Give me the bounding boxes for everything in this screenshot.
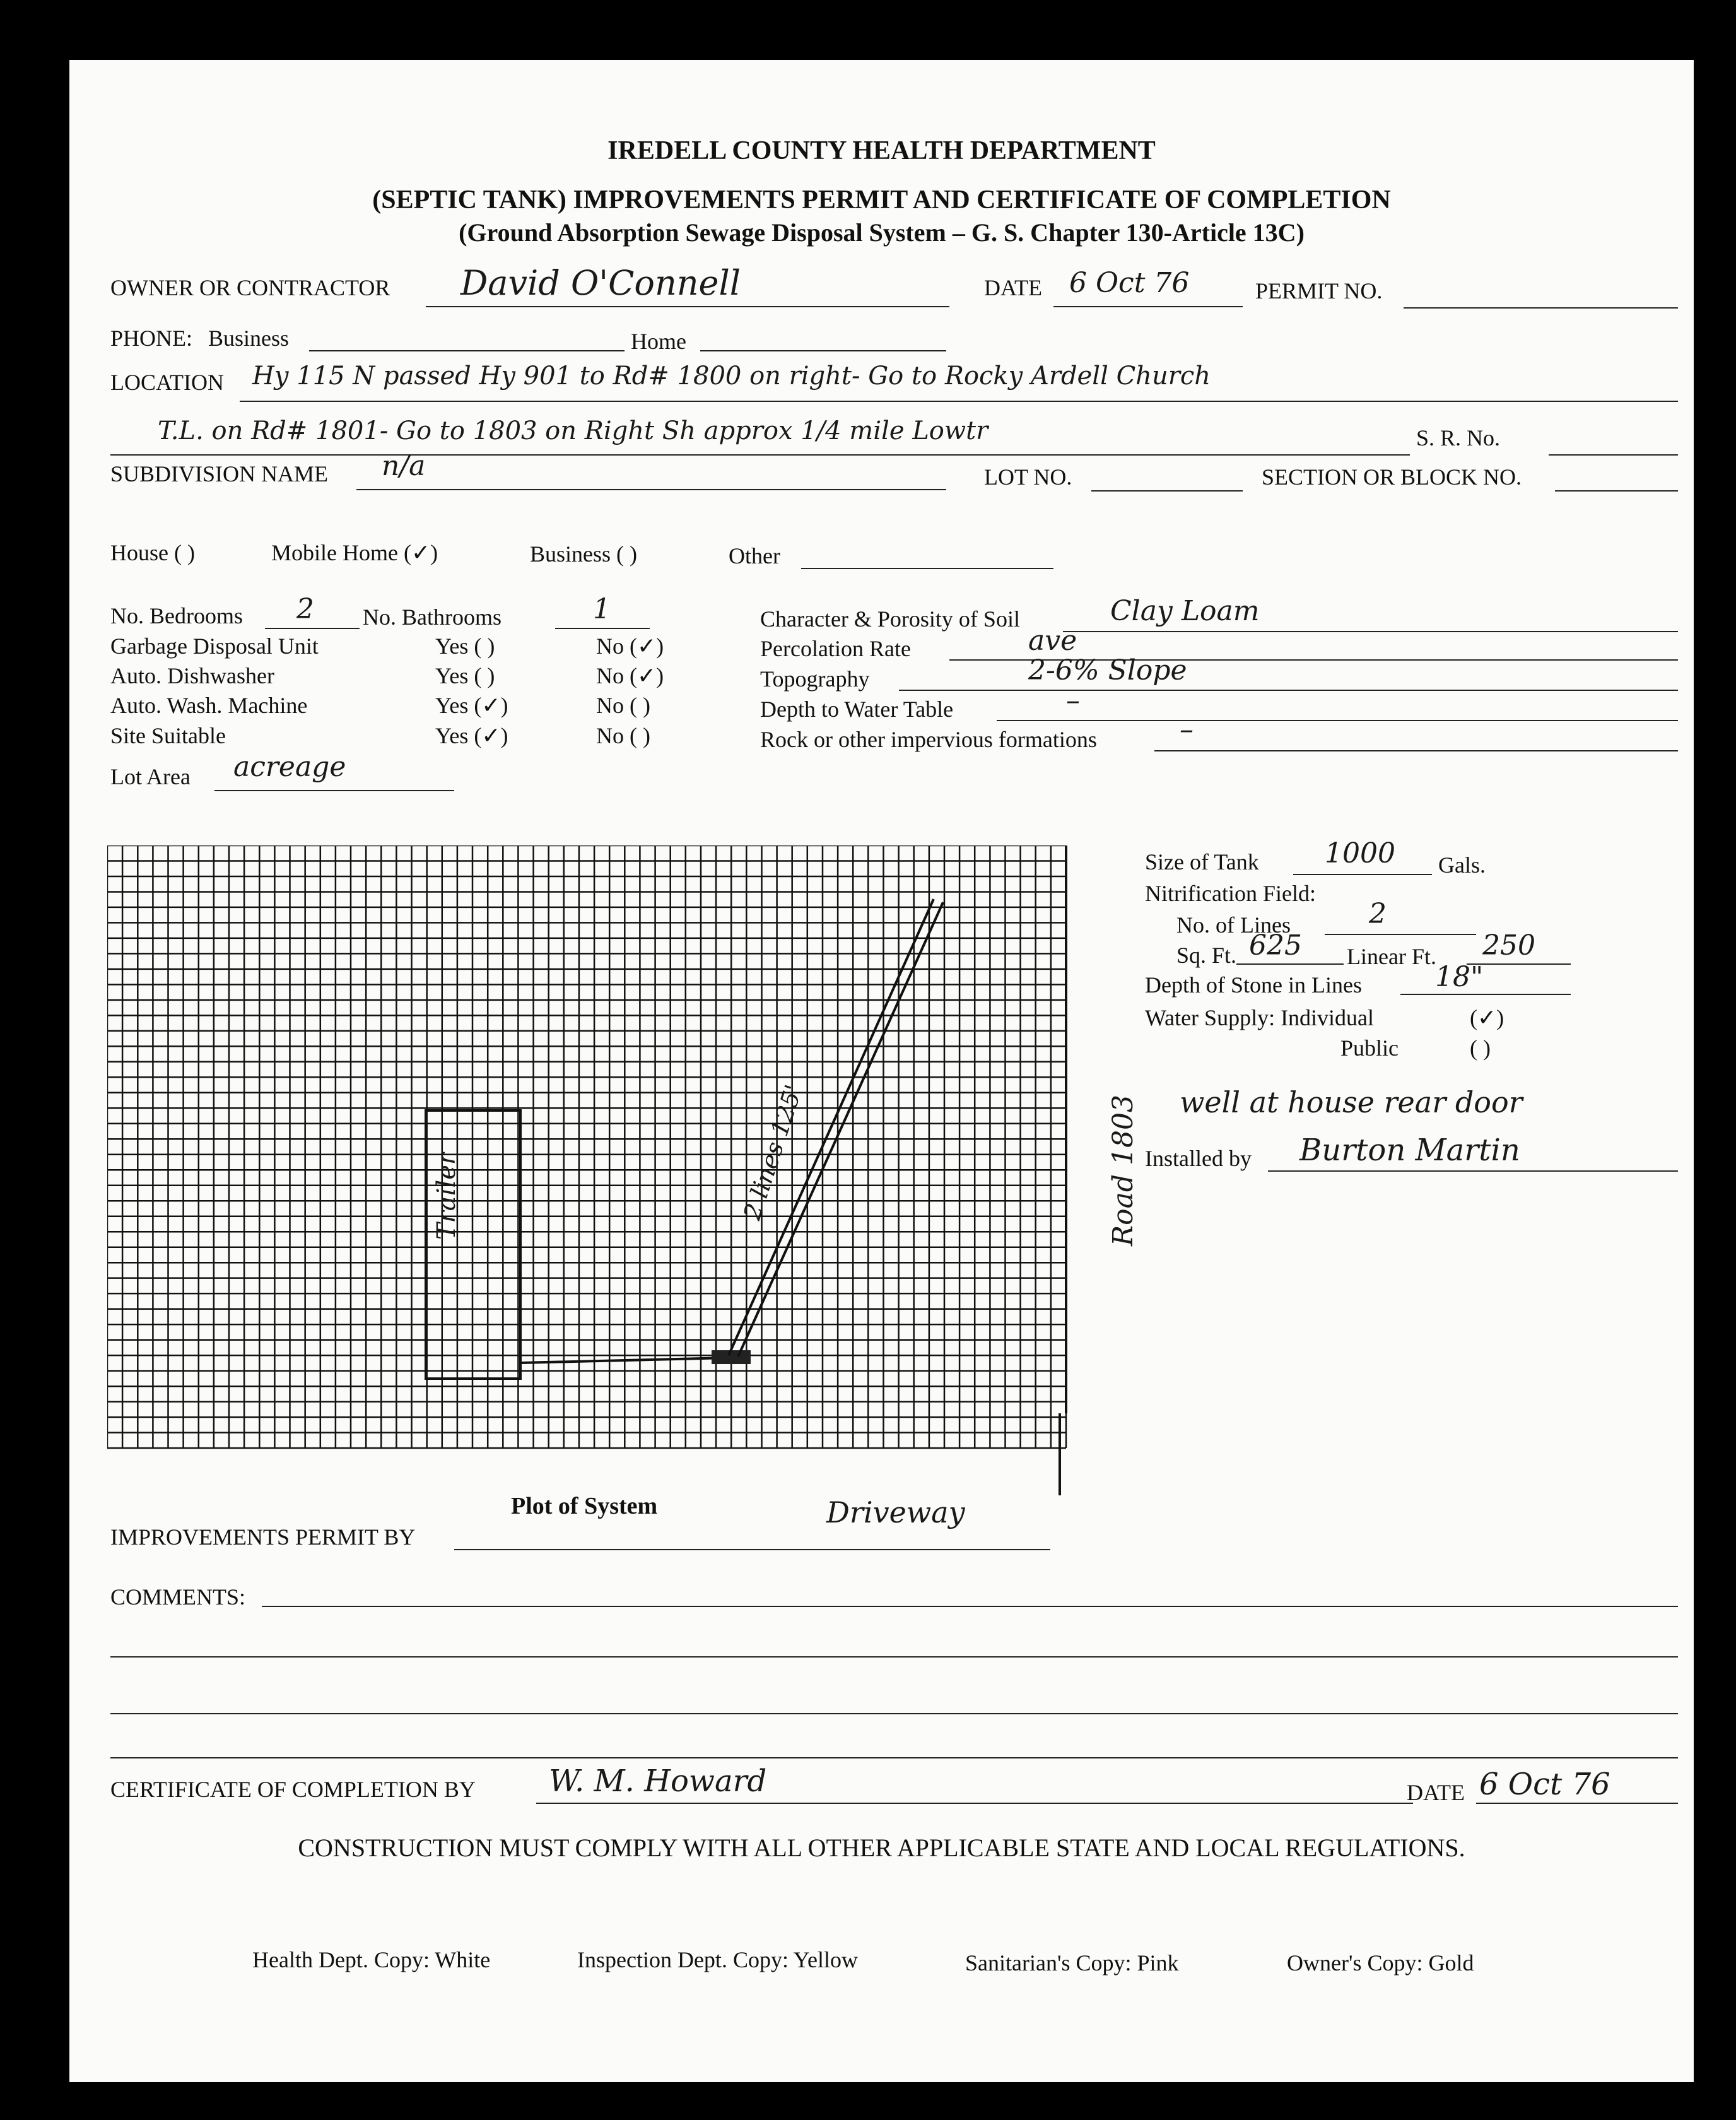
- phone-label: PHONE:: [110, 326, 193, 351]
- nitrification-field-label: Nitrification Field:: [1145, 881, 1316, 906]
- water-table-label: Depth to Water Table: [760, 697, 954, 722]
- public-label: Public: [1340, 1035, 1399, 1061]
- trailer-label: Trailer: [432, 1152, 461, 1240]
- lines-label: 2 lines 125': [738, 1081, 808, 1223]
- tank-size-label: Size of Tank: [1145, 849, 1259, 874]
- phone-home-label: Home: [631, 329, 686, 354]
- lines-count-label: No. of Lines: [1176, 912, 1291, 938]
- installed-by-label: Installed by: [1145, 1146, 1252, 1171]
- completion-date-label: DATE: [1407, 1780, 1465, 1805]
- wash-machine-label: Auto. Wash. Machine: [110, 693, 308, 718]
- bedrooms-label: No. Bedrooms: [110, 603, 243, 628]
- date-label: DATE: [984, 275, 1042, 300]
- house-option: House ( ): [110, 540, 195, 565]
- rock-formations-value: –: [1180, 714, 1194, 746]
- subdivision-label: SUBDIVISION NAME: [110, 461, 329, 486]
- water-public-mark: ( ): [1470, 1035, 1491, 1061]
- other-option: Other: [729, 543, 780, 568]
- topography-label: Topography: [760, 666, 870, 692]
- garbage-disposal-label: Garbage Disposal Unit: [110, 633, 319, 659]
- sqft-label: Sq. Ft.: [1176, 943, 1237, 968]
- location-label: LOCATION: [110, 370, 224, 395]
- copy-inspection: Inspection Dept. Copy: Yellow: [577, 1947, 858, 1972]
- wash-machine-yes: Yes (✓): [435, 693, 508, 718]
- water-individual-mark: (✓): [1470, 1005, 1504, 1030]
- form-title: (SEPTIC TANK) IMPROVEMENTS PERMIT AND CERTIFICATE OF COMPLETION: [372, 186, 1391, 215]
- bathrooms-value: 1: [593, 593, 611, 625]
- dishwasher-yes: Yes ( ): [435, 663, 495, 688]
- linear-ft-value: 250: [1482, 929, 1535, 962]
- perc-rate-value: ave: [1028, 625, 1077, 657]
- owner-value: David O'Connell: [460, 263, 741, 303]
- permit-no-label: PERMIT NO.: [1255, 278, 1383, 303]
- plot-caption: Plot of System: [511, 1493, 658, 1519]
- water-table-value: –: [1066, 685, 1080, 717]
- soil-character-value: Clay Loam: [1110, 595, 1260, 627]
- stone-depth-label: Depth of Stone in Lines: [1145, 972, 1362, 998]
- lot-area-value: acreage: [233, 751, 346, 783]
- department-heading: IREDELL COUNTY HEALTH DEPARTMENT: [607, 136, 1156, 165]
- certificate-label: CERTIFICATE OF COMPLETION BY: [110, 1777, 476, 1802]
- garbage-disposal-no: No (✓): [596, 633, 664, 659]
- mobile-home-option: Mobile Home (✓): [271, 540, 438, 565]
- site-suitable-no: No ( ): [596, 723, 650, 748]
- copy-health: Health Dept. Copy: White: [252, 1947, 491, 1972]
- water-supply-label: Water Supply: Individual: [1145, 1005, 1375, 1030]
- section-block-label: SECTION OR BLOCK NO.: [1262, 464, 1522, 490]
- driveway-label: Driveway: [826, 1495, 965, 1529]
- stone-depth-value: 18": [1435, 961, 1484, 993]
- topography-value: 2-6% Slope: [1028, 654, 1187, 686]
- gals-label: Gals.: [1438, 852, 1486, 878]
- installed-by-value: Burton Martin: [1299, 1133, 1520, 1168]
- lot-no-label: LOT NO.: [984, 464, 1072, 490]
- site-suitable-label: Site Suitable: [110, 723, 226, 748]
- owner-label: OWNER OR CONTRACTOR: [110, 275, 390, 300]
- copy-owner: Owner's Copy: Gold: [1287, 1950, 1474, 1976]
- nitrification-line-1: [729, 899, 934, 1355]
- sqft-value: 625: [1249, 929, 1302, 962]
- soil-character-label: Character & Porosity of Soil: [760, 606, 1020, 632]
- lot-area-label: Lot Area: [110, 764, 191, 789]
- water-supply-note: well at house rear door: [1180, 1085, 1523, 1119]
- subdivision-value: n/a: [382, 450, 426, 482]
- bedrooms-value: 2: [296, 593, 314, 625]
- sr-no-label: S. R. No.: [1416, 425, 1501, 450]
- business-option: Business ( ): [530, 541, 637, 567]
- bathrooms-label: No. Bathrooms: [363, 604, 501, 630]
- dishwasher-no: No (✓): [596, 663, 664, 688]
- permit-form: [69, 60, 1694, 2082]
- linear-ft-label: Linear Ft.: [1347, 944, 1436, 969]
- permit-by-label: IMPROVEMENTS PERMIT BY: [110, 1524, 416, 1550]
- garbage-disposal-yes: Yes ( ): [435, 633, 495, 659]
- form-subtitle: (Ground Absorption Sewage Disposal System – G. S. Chapter 130-Article 13C): [459, 218, 1305, 247]
- completion-date-value: 6 Oct 76: [1479, 1767, 1610, 1802]
- location-line-1: Hy 115 N passed Hy 901 to Rd# 1800 on right- Go to Rocky Ardell Church: [252, 362, 1211, 391]
- certificate-value: W. M. Howard: [549, 1764, 767, 1799]
- copy-sanitarian: Sanitarian's Copy: Pink: [965, 1950, 1179, 1976]
- tank-size-value: 1000: [1325, 837, 1395, 869]
- compliance-notice: CONSTRUCTION MUST COMPLY WITH ALL OTHER APPLICABLE STATE AND LOCAL REGULATIONS.: [298, 1834, 1465, 1862]
- comments-label: COMMENTS:: [110, 1584, 246, 1610]
- road-label: Road 1803: [1107, 1095, 1139, 1246]
- lines-count-value: 2: [1369, 898, 1387, 930]
- rock-formations-label: Rock or other impervious formations: [760, 727, 1097, 752]
- site-suitable-yes: Yes (✓): [435, 723, 508, 748]
- phone-business-label: Business: [208, 326, 290, 351]
- date-value: 6 Oct 76: [1069, 267, 1190, 299]
- perc-rate-label: Percolation Rate: [760, 636, 911, 661]
- plot-of-system-grid: [107, 845, 1091, 1495]
- dishwasher-label: Auto. Dishwasher: [110, 663, 274, 688]
- wash-machine-no: No ( ): [596, 693, 650, 718]
- location-line-2: T.L. on Rd# 1801- Go to 1803 on Right Sh approx 1/4 mile Lowtr: [158, 416, 988, 445]
